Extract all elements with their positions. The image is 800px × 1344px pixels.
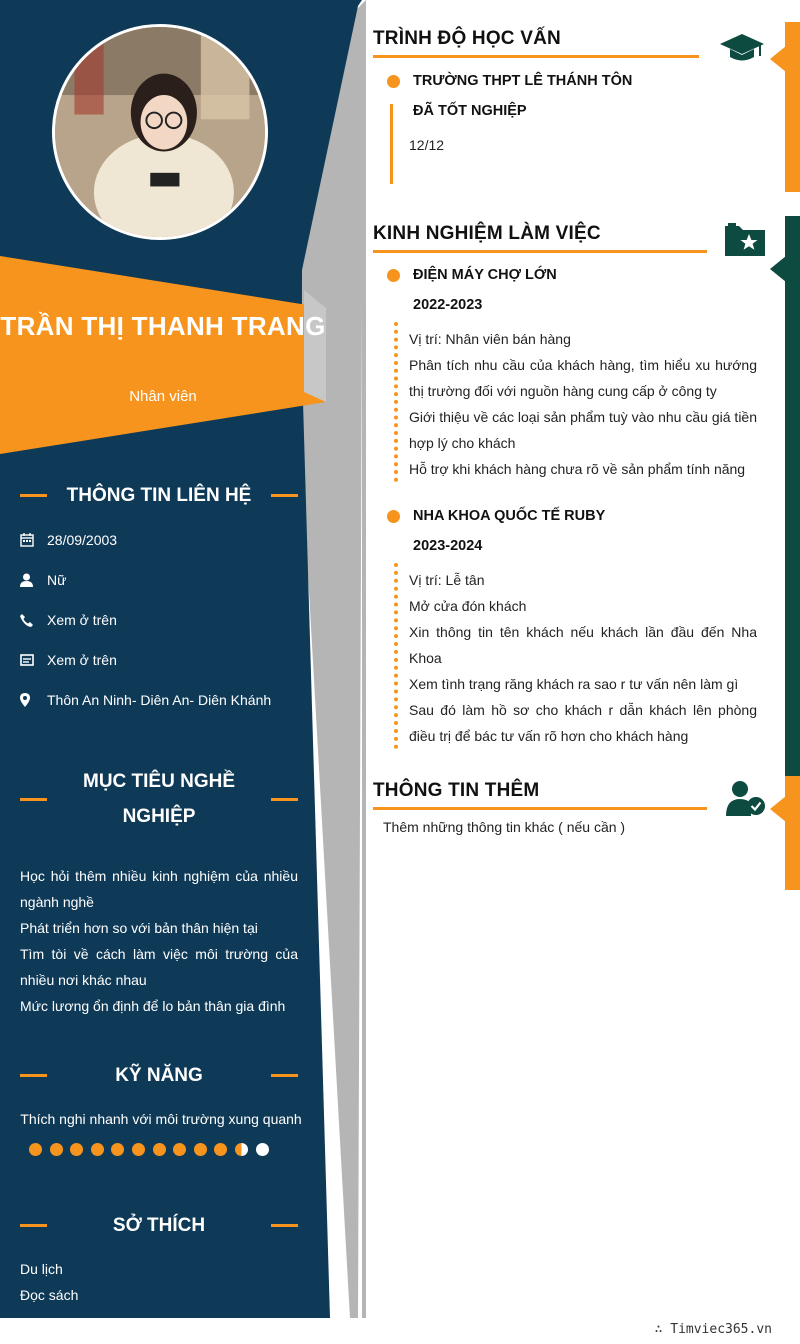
- job-title: Nhân viên: [129, 388, 197, 405]
- skill-dot: [29, 1143, 42, 1156]
- map-pin-icon: [20, 693, 47, 707]
- contact-section-title: THÔNG TIN LIÊN HỆ: [66, 485, 252, 506]
- contact-value: Xem ở trên: [47, 652, 117, 668]
- skill-rating: [29, 1143, 269, 1156]
- skill-dot: [235, 1143, 248, 1156]
- job-description: [409, 326, 757, 482]
- contact-value: Thôn An Ninh- Diên An- Diên Khánh: [47, 692, 272, 708]
- education-detail: 12/12: [409, 137, 445, 153]
- timeline-dotted-line: [394, 563, 398, 749]
- extra-section-title: THÔNG TIN THÊM: [373, 780, 540, 801]
- skill-dot: [194, 1143, 207, 1156]
- phone-icon: [20, 614, 47, 627]
- hobby-item: Đọc sách: [20, 1287, 79, 1303]
- timeline-dotted-line: [394, 322, 398, 482]
- header-bar-right: [271, 798, 298, 801]
- contact-value: Xem ở trên: [47, 612, 117, 628]
- timeline-bullet: [387, 510, 400, 523]
- full-name: TRẦN THỊ THANH TRANG: [0, 311, 326, 341]
- header-bar-left: [20, 1224, 47, 1227]
- calendar-icon: [20, 533, 47, 547]
- skill-dot: [111, 1143, 124, 1156]
- hobbies-list: [20, 1256, 298, 1308]
- contact-gender: [20, 570, 310, 590]
- timeline-bullet: [387, 75, 400, 88]
- hobbies-section-title: SỞ THÍCH: [112, 1215, 206, 1236]
- objective-line: Tìm tòi về cách làm việc môi trường của nhiều nơi khác nhau: [20, 946, 298, 988]
- hobbies-section-header: [20, 1208, 298, 1243]
- objective-line: Mức lương ổn định để lo bản thân gia đình: [20, 998, 286, 1014]
- header-bar-right: [271, 1224, 298, 1227]
- objective-section-header: [20, 764, 298, 834]
- job-description: [409, 567, 757, 749]
- edge-bar-experience: [785, 216, 800, 776]
- contact-email: [20, 650, 310, 670]
- edge-bar-extra: [785, 776, 800, 890]
- extra-section-header: [373, 778, 707, 810]
- timeline-line: [390, 104, 393, 184]
- job-period: 2022-2023: [413, 297, 483, 313]
- edge-arrow-experience: [770, 256, 786, 282]
- brand-watermark: ∴ Timviec365.vn: [654, 1322, 772, 1337]
- graduation-cap-icon: [720, 32, 764, 64]
- avatar: [52, 24, 268, 240]
- skill-dot: [50, 1143, 63, 1156]
- job-line: Xem tình trạng răng khách ra sao r tư vấn nên làm gì: [409, 676, 739, 692]
- objective-line: Phát triển hơn so với bản thân hiện tại: [20, 920, 258, 936]
- skill-dot: [91, 1143, 104, 1156]
- education-section-header: [373, 26, 699, 58]
- edge-arrow-extra: [770, 796, 786, 822]
- skill-dot: [256, 1143, 269, 1156]
- company-name: ĐIỆN MÁY CHỢ LỚN: [413, 267, 557, 283]
- edge-arrow-education: [770, 46, 786, 72]
- header-bar-left: [20, 494, 47, 497]
- experience-section-header: [373, 221, 707, 253]
- job-line: Vị trí: Nhân viên bán hàng: [409, 331, 571, 347]
- education-status: ĐÃ TỐT NGHIỆP: [413, 103, 527, 119]
- skills-section-header: [20, 1058, 298, 1093]
- objective-text: [20, 863, 298, 1019]
- job-line: Hỗ trợ khi khách hàng chưa rõ về sản phẩm tính năng: [409, 461, 746, 477]
- objective-section-title: MỤC TIÊU NGHỀ NGHIỆP: [83, 771, 235, 827]
- objective-line: Học hỏi thêm nhiều kinh nghiệm của nhiều ngành nghề: [20, 868, 298, 910]
- education-section-title: TRÌNH ĐỘ HỌC VẤN: [373, 28, 561, 49]
- email-icon: [20, 654, 47, 666]
- skills-section-title: KỸ NĂNG: [115, 1065, 203, 1086]
- job-line: Xin thông tin tên khách nếu khách lần đầu đến Nha Khoa: [409, 624, 757, 666]
- experience-section-title: KINH NGHIỆM LÀM VIỆC: [373, 223, 601, 244]
- timeline-bullet: [387, 269, 400, 282]
- person-check-icon: [726, 780, 766, 816]
- header-underline: [373, 55, 699, 58]
- header-underline: [373, 250, 707, 253]
- skill-dot: [153, 1143, 166, 1156]
- contact-address: [20, 690, 310, 710]
- header-bar-left: [20, 1074, 47, 1077]
- hobby-item: Du lịch: [20, 1261, 63, 1277]
- skill-dot: [173, 1143, 186, 1156]
- school-name: TRƯỜNG THPT LÊ THÁNH TÔN: [413, 73, 633, 89]
- extra-text: Thêm những thông tin khác ( nếu cần ): [383, 819, 626, 835]
- header-underline: [373, 807, 707, 810]
- contact-value: 28/09/2003: [47, 532, 118, 548]
- header-bar-left: [20, 798, 47, 801]
- header-bar-right: [271, 494, 298, 497]
- skill-name: Thích nghi nhanh với môi trường xung quanh: [20, 1111, 302, 1127]
- left-column: [0, 0, 330, 1320]
- job-line: Phân tích nhu cầu của khách hàng, tìm hiểu xu hướng thị trường đối với nguồn hàng cung cấp ở công ty: [409, 357, 757, 399]
- contact-phone: [20, 610, 310, 630]
- company-name: NHA KHOA QUỐC TẾ RUBY: [413, 508, 606, 524]
- job-line: Giới thiệu về các loại sản phẩm tuỳ vào nhu cầu giá tiền hợp lý cho khách: [409, 409, 757, 451]
- contact-section-header: [20, 478, 298, 513]
- contact-value: Nữ: [47, 572, 67, 588]
- skill-dot: [70, 1143, 83, 1156]
- job-line: Mở cửa đón khách: [409, 598, 527, 614]
- contact-birthday: [20, 530, 310, 550]
- header-bar-right: [271, 1074, 298, 1077]
- job-period: 2023-2024: [413, 538, 483, 554]
- user-icon: [20, 573, 47, 587]
- star-folder-icon: [725, 222, 765, 256]
- job-line: Vị trí: Lễ tân: [409, 572, 485, 588]
- skill-dot: [214, 1143, 227, 1156]
- skill-dot: [132, 1143, 145, 1156]
- job-line: Sau đó làm hồ sơ cho khách r dẫn khách lên phòng điều trị để bác tư vấn rõ hơn cho khách hàng: [409, 702, 757, 744]
- edge-bar-education: [785, 22, 800, 192]
